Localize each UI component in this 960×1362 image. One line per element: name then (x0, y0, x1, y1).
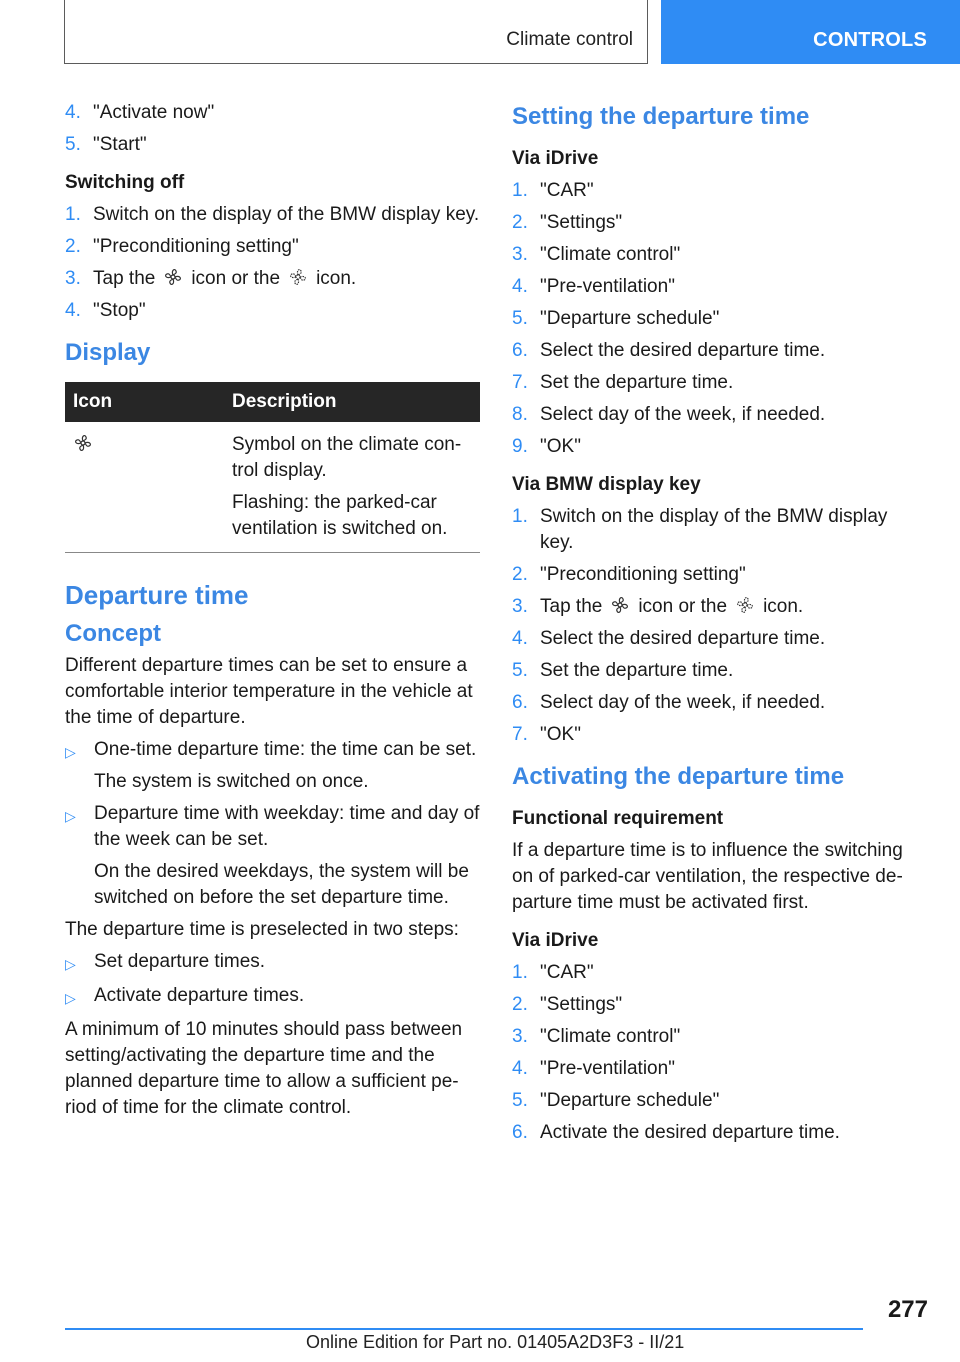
step-text-part: icon. (316, 268, 357, 289)
step-text: "CAR" (540, 962, 594, 983)
bullet-text (94, 801, 480, 911)
via-idrive-heading: Via iDrive (512, 148, 599, 169)
table-row (65, 422, 480, 553)
list-item (65, 737, 480, 795)
step-text: "Climate control" (540, 244, 681, 265)
bullet-line: Departure time with weekday: time and day of the week can be set. (94, 803, 480, 850)
list-item (512, 1024, 917, 1050)
step-text-part: Tap the (93, 268, 156, 289)
list-item (512, 690, 917, 716)
functional-requirement-text: If a departure time is to influence the switching on of parked-car ventilation, the respective de-parture time must be activated first. (512, 840, 903, 913)
list-item (65, 132, 480, 158)
via-key-heading: Via BMW display key (512, 474, 701, 495)
two-steps-paragraph: The departure time is preselected in two steps: (65, 919, 459, 940)
list-item (512, 594, 917, 620)
fan-dotted-icon (288, 267, 308, 287)
description-line: Flashing: the parked-car ventilation is switched on. (232, 492, 448, 539)
step-number: 5. (512, 660, 528, 681)
via-idrive-heading-2: Via iDrive (512, 930, 599, 951)
list-item (65, 298, 480, 324)
table-cell-description (224, 422, 480, 553)
step-number: 5. (512, 1090, 528, 1111)
triangle-bullet-icon: ▷ (65, 808, 76, 824)
step-text-part: icon or the (638, 596, 728, 617)
step-text: Select day of the week, if needed. (540, 404, 826, 425)
header-chapter-tab (661, 0, 960, 64)
fan-icon (73, 433, 93, 453)
step-number: 2. (512, 564, 528, 585)
step-text: "Activate now" (93, 102, 215, 123)
list-item (65, 983, 480, 1011)
activate-steps-right (512, 960, 917, 1146)
concept-heading: Concept (65, 620, 161, 647)
list-item (512, 504, 917, 556)
list-item (65, 202, 480, 228)
departure-time-heading: Departure time (65, 580, 249, 610)
step-number: 3. (512, 1026, 528, 1047)
display-heading: Display (65, 339, 151, 366)
step-text: "Preconditioning setting" (93, 236, 299, 257)
bullet-text: Set departure times. (94, 951, 266, 972)
step-text: "Stop" (93, 300, 146, 321)
step-text: Select the desired departure time. (540, 628, 826, 649)
step-number: 3. (512, 244, 528, 265)
list-item (512, 1056, 917, 1082)
bullet-line: The system is switched on once. (94, 771, 369, 792)
step-text: "Departure schedule" (540, 308, 720, 329)
departure-bullets (65, 737, 480, 911)
step-text: "OK" (540, 436, 581, 457)
list-item (512, 338, 917, 364)
step-number: 1. (512, 180, 528, 201)
step-text: "Departure schedule" (540, 1090, 720, 1111)
activating-departure-heading: Activating the departure time (512, 763, 845, 790)
minimum-paragraph: A minimum of 10 minutes should pass between setting/activating the departure time and the planned departure time to allow a sufficient pe-riod of time for the climate control. (65, 1019, 463, 1118)
list-item (512, 626, 917, 652)
list-item (65, 100, 480, 126)
list-item (512, 658, 917, 684)
list-item (512, 1120, 917, 1146)
step-text-part: icon or the (191, 268, 281, 289)
setting-departure-heading: Setting the departure time (512, 103, 810, 130)
step-text-part: icon. (763, 596, 804, 617)
step-number: 1. (65, 204, 81, 225)
key-steps (512, 504, 917, 748)
fan-icon (610, 595, 630, 615)
idrive-steps (512, 178, 917, 460)
two-steps-bullets (65, 949, 480, 1011)
list-item (512, 370, 917, 396)
step-text: "Preconditioning setting" (540, 564, 746, 585)
step-number: 5. (512, 308, 528, 329)
step-text (93, 266, 480, 292)
step-text: Select the desired departure time. (540, 340, 826, 361)
bullet-text (94, 737, 480, 795)
footer-divider (65, 1328, 863, 1330)
step-number: 6. (512, 1122, 528, 1143)
footer-edition: Online Edition for Part no. 01405A2D3F3 - II/21 (306, 1332, 685, 1352)
list-item (512, 960, 917, 986)
list-item (512, 434, 917, 460)
bullet-line: One-time departure time: the time can be set. (94, 739, 477, 760)
step-number: 6. (512, 340, 528, 361)
step-text: Switch on the display of the BMW display key. (540, 506, 888, 553)
page-number: 277 (887, 1296, 928, 1323)
activate-steps (65, 100, 480, 158)
left-column (65, 100, 480, 1127)
list-item (512, 402, 917, 428)
list-item (65, 234, 480, 260)
triangle-bullet-icon: ▷ (65, 956, 76, 972)
step-text (540, 594, 917, 620)
list-item (512, 274, 917, 300)
step-number: 7. (512, 372, 528, 393)
step-number: 2. (65, 236, 81, 257)
column-header-icon: Icon (65, 382, 224, 422)
list-item (512, 178, 917, 204)
step-text: "CAR" (540, 180, 594, 201)
step-number: 9. (512, 436, 528, 457)
step-number: 1. (512, 962, 528, 983)
step-number: 7. (512, 724, 528, 745)
concept-paragraph: Different departure times can be set to ensure a comfortable interior temperature in the vehicle at the time of departure. (65, 655, 473, 728)
list-item (65, 949, 480, 977)
step-text: Set the departure time. (540, 372, 734, 393)
triangle-bullet-icon: ▷ (65, 744, 76, 760)
list-item (512, 210, 917, 236)
step-number: 1. (512, 506, 528, 527)
switching-off-steps (65, 202, 480, 324)
step-text: Set the departure time. (540, 660, 734, 681)
step-text: Select day of the week, if needed. (540, 692, 826, 713)
step-number: 2. (512, 212, 528, 233)
step-text: "Start" (93, 134, 147, 155)
header-chapter-title: CONTROLS (813, 29, 927, 51)
step-number: 4. (512, 628, 528, 649)
step-text: "Settings" (540, 212, 623, 233)
bullet-line: On the desired weekdays, the system will be switched on before the set departure time. (94, 861, 469, 908)
table-header-row (65, 382, 480, 422)
step-number: 4. (65, 102, 81, 123)
list-item (512, 242, 917, 268)
list-item (65, 801, 480, 911)
right-column (512, 100, 917, 1152)
step-text: "Climate control" (540, 1026, 681, 1047)
header-section-tab (64, 0, 648, 64)
list-item (512, 722, 917, 748)
switching-off-heading: Switching off (65, 172, 185, 193)
triangle-bullet-icon: ▷ (65, 990, 76, 1006)
description-line: Symbol on the climate con-trol display. (232, 434, 462, 481)
list-item (512, 1088, 917, 1114)
step-number: 3. (65, 268, 81, 289)
fan-icon (163, 267, 183, 287)
list-item (512, 562, 917, 588)
header-section-title: Climate control (506, 29, 633, 50)
step-text: "OK" (540, 724, 581, 745)
fan-dotted-icon (735, 595, 755, 615)
bullet-text: Activate departure times. (94, 985, 305, 1006)
step-text: Switch on the display of the BMW display key. (93, 204, 480, 225)
list-item (65, 266, 480, 292)
step-number: 4. (512, 1058, 528, 1079)
step-text-part: Tap the (540, 596, 603, 617)
step-number: 4. (512, 276, 528, 297)
step-text: "Pre-ventilation" (540, 276, 675, 297)
table-cell-icon (65, 422, 224, 553)
list-item (512, 992, 917, 1018)
column-header-description: Description (224, 382, 480, 422)
functional-requirement-heading: Functional requirement (512, 808, 724, 829)
step-text: "Settings" (540, 994, 623, 1015)
step-number: 2. (512, 994, 528, 1015)
step-text: Activate the desired departure time. (540, 1122, 840, 1143)
step-number: 8. (512, 404, 528, 425)
step-number: 6. (512, 692, 528, 713)
display-table (65, 382, 480, 553)
step-number: 5. (65, 134, 81, 155)
step-number: 3. (512, 596, 528, 617)
list-item (512, 306, 917, 332)
step-number: 4. (65, 300, 81, 321)
step-text: "Pre-ventilation" (540, 1058, 675, 1079)
